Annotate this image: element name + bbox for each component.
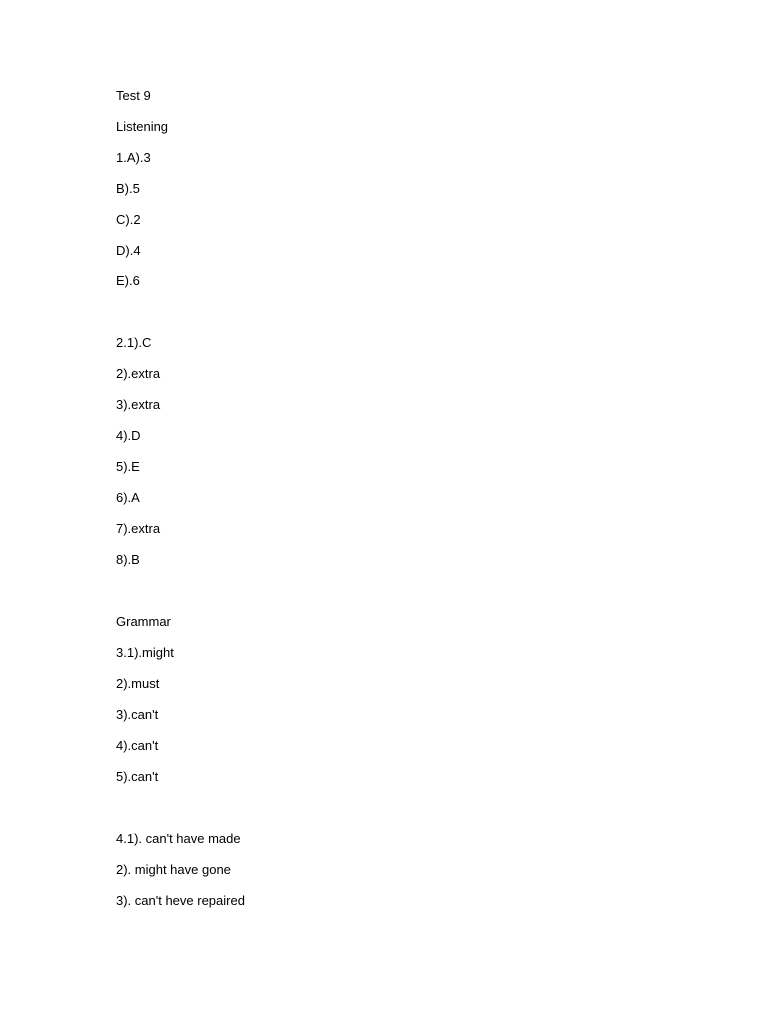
- answer-line: 5).can't: [116, 769, 159, 784]
- answer-line: C).2: [116, 212, 141, 227]
- answer-line: 3). can't heve repaired: [116, 893, 245, 908]
- answer-line: 2).must: [116, 676, 160, 691]
- answer-line: 1.A).3: [116, 150, 151, 165]
- answer-line: 3).can't: [116, 707, 159, 722]
- answer-line: B).5: [116, 181, 140, 196]
- section-heading-listening: Listening: [116, 119, 169, 134]
- answer-line: 2). might have gone: [116, 862, 231, 877]
- answer-line: 2.1).C: [116, 335, 152, 350]
- answer-line: 5).E: [116, 459, 140, 474]
- section-heading-grammar: Grammar: [116, 614, 171, 629]
- answer-line: E).6: [116, 273, 140, 288]
- answer-line: 3.1).might: [116, 645, 174, 660]
- answer-line: 2).extra: [116, 366, 161, 381]
- answer-line: 4).can't: [116, 738, 159, 753]
- answer-line: D).4: [116, 243, 141, 258]
- answer-line: 6).A: [116, 490, 140, 505]
- answer-line: 7).extra: [116, 521, 161, 536]
- document-title: Test 9: [116, 88, 151, 103]
- answer-line: 3).extra: [116, 397, 161, 412]
- answer-line: 8).B: [116, 552, 140, 567]
- answer-line: 4).D: [116, 428, 141, 443]
- answer-line: 4.1). can't have made: [116, 831, 241, 846]
